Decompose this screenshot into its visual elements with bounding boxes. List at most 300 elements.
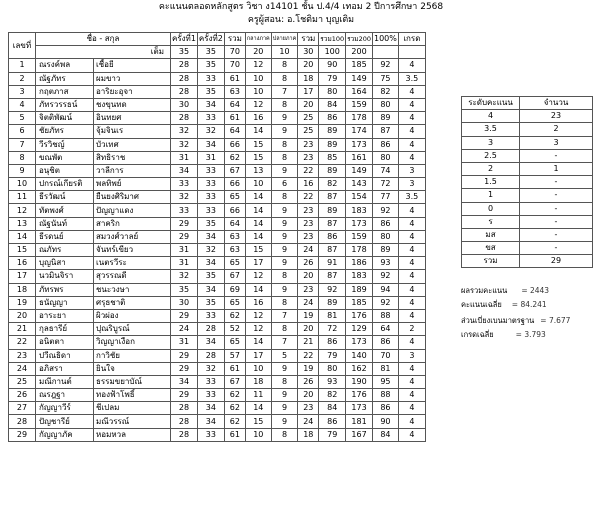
cell-s2: 23 — [298, 402, 319, 415]
cell-s2: 22 — [298, 164, 319, 177]
max-sum100: 100 — [319, 46, 346, 59]
cell-s200: 183 — [346, 270, 373, 283]
grade-summary-table — [461, 96, 593, 268]
cell-s1: 61 — [224, 362, 245, 375]
cell-s2: 22 — [298, 349, 319, 362]
stat-sum-label: ผลรวมคะแนน — [461, 286, 508, 295]
cell-s1: 62 — [224, 309, 245, 322]
cell-mid: 11 — [245, 389, 271, 402]
table-header-row — [9, 33, 426, 46]
grade-count: - — [520, 228, 593, 241]
cell-first: จิตติพัฒน์ — [36, 112, 94, 125]
cell-mid: 10 — [245, 428, 271, 441]
cell-grade: 4 — [398, 204, 425, 217]
stat-sd — [461, 316, 570, 325]
teacher-name: ครูผู้สอน: อ.โชติมา บุญเติม — [247, 15, 355, 25]
stat-sum — [461, 286, 549, 295]
grade-level: 3.5 — [462, 123, 520, 136]
cell-fin: 9 — [271, 125, 298, 138]
cell-fin: 9 — [271, 230, 298, 243]
cell-last: หอมหวล — [94, 428, 171, 441]
cell-mid: 16 — [245, 296, 271, 309]
cell-mid: 14 — [245, 204, 271, 217]
cell-s2: 23 — [298, 204, 319, 217]
table-row — [9, 257, 426, 270]
cell-c2: 34 — [197, 283, 224, 296]
header-sum1: รวม — [224, 33, 245, 46]
cell-no: 11 — [9, 191, 36, 204]
grade-level: 3 — [462, 136, 520, 149]
cell-c2: 34 — [197, 402, 224, 415]
grade-level: ร — [462, 215, 520, 228]
cell-s100: 80 — [319, 362, 346, 375]
cell-s1: 66 — [224, 178, 245, 191]
grade-level: 0 — [462, 202, 520, 215]
cell-c1: 32 — [171, 125, 198, 138]
cell-s2: 18 — [298, 72, 319, 85]
grade-total-value: 29 — [520, 255, 593, 268]
max-pct — [372, 46, 398, 59]
cell-c2: 33 — [197, 72, 224, 85]
cell-grade: 4 — [398, 125, 425, 138]
max-grade — [398, 46, 425, 59]
cell-s1: 52 — [224, 323, 245, 336]
cell-c1: 29 — [171, 362, 198, 375]
cell-grade: 4 — [398, 336, 425, 349]
cell-s2: 23 — [298, 151, 319, 164]
cell-c1: 35 — [171, 283, 198, 296]
cell-c2: 28 — [197, 323, 224, 336]
cell-s200: 149 — [346, 164, 373, 177]
table-row — [9, 98, 426, 111]
cell-c1: 33 — [171, 204, 198, 217]
grade-summary-row — [462, 162, 593, 175]
cell-c1: 28 — [171, 428, 198, 441]
cell-c1: 31 — [171, 244, 198, 257]
cell-c2: 33 — [197, 428, 224, 441]
cell-c2: 33 — [197, 204, 224, 217]
cell-pct: 90 — [372, 415, 398, 428]
cell-pct: 94 — [372, 283, 398, 296]
header-name — [36, 33, 171, 46]
cell-last: ศรุธชาติ — [94, 296, 171, 309]
cell-no: 25 — [9, 375, 36, 388]
cell-s100: 79 — [319, 349, 346, 362]
cell-c2: 35 — [197, 270, 224, 283]
table-row — [9, 151, 426, 164]
cell-s1: 64 — [224, 125, 245, 138]
cell-fin: 7 — [271, 336, 298, 349]
cell-no: 19 — [9, 296, 36, 309]
cell-c1: 28 — [171, 402, 198, 415]
cell-s100: 84 — [319, 402, 346, 415]
cell-s1: 67 — [224, 270, 245, 283]
cell-mid: 12 — [245, 59, 271, 72]
cell-mid: 12 — [245, 98, 271, 111]
cell-c1: 31 — [171, 151, 198, 164]
cell-s1: 65 — [224, 296, 245, 309]
cell-fin: 9 — [271, 164, 298, 177]
cell-last: อาริยะอุจา — [94, 85, 171, 98]
cell-c2: 32 — [197, 362, 224, 375]
max-mid: 20 — [245, 46, 271, 59]
cell-no: 21 — [9, 323, 36, 336]
cell-fin: 8 — [271, 323, 298, 336]
grade-level: 2.5 — [462, 149, 520, 162]
cell-no: 29 — [9, 428, 36, 441]
table-row — [9, 85, 426, 98]
cell-no: 27 — [9, 402, 36, 415]
cell-no: 4 — [9, 98, 36, 111]
cell-pct: 81 — [372, 362, 398, 375]
cell-fin: 8 — [271, 428, 298, 441]
cell-grade: 4 — [398, 309, 425, 322]
cell-s2: 19 — [298, 362, 319, 375]
cell-s100: 84 — [319, 98, 346, 111]
cell-s2: 20 — [298, 270, 319, 283]
stat-avg-label: คะแนนเฉลี่ย — [461, 300, 502, 309]
cell-s100: 87 — [319, 244, 346, 257]
grade-summary-row — [462, 228, 593, 241]
cell-s2: 20 — [298, 59, 319, 72]
grade-summary-row — [462, 242, 593, 255]
cell-last: ยืนยงศิริมาศ — [94, 191, 171, 204]
cell-mid: 14 — [245, 230, 271, 243]
cell-s200: 159 — [346, 98, 373, 111]
cell-last: สุวรรณดี — [94, 270, 171, 283]
cell-pct: 89 — [372, 244, 398, 257]
grade-level: ขส — [462, 242, 520, 255]
cell-fin: 9 — [271, 204, 298, 217]
table-row — [9, 415, 426, 428]
cell-s1: 65 — [224, 336, 245, 349]
cell-fin: 8 — [271, 151, 298, 164]
grade-summary-total-row — [462, 255, 593, 268]
cell-first: ณภัทร — [36, 244, 94, 257]
cell-fin: 8 — [271, 59, 298, 72]
cell-c2: 34 — [197, 257, 224, 270]
cell-last: เชื้อยี — [94, 59, 171, 72]
cell-s2: 23 — [298, 283, 319, 296]
cell-s1: 62 — [224, 415, 245, 428]
cell-last: อินทยศ — [94, 112, 171, 125]
cell-c1: 30 — [171, 296, 198, 309]
cell-no: 12 — [9, 204, 36, 217]
cell-mid: 14 — [245, 191, 271, 204]
cell-first: วีรวิชญ์ — [36, 138, 94, 151]
cell-c2: 34 — [197, 98, 224, 111]
cell-grade: 4 — [398, 270, 425, 283]
cell-s2: 18 — [298, 428, 319, 441]
cell-no: 1 — [9, 59, 36, 72]
cell-grade: 4 — [398, 217, 425, 230]
cell-pct: 86 — [372, 138, 398, 151]
cell-first: อาระยา — [36, 309, 94, 322]
table-row — [9, 375, 426, 388]
cell-pct: 88 — [372, 389, 398, 402]
cell-c1: 24 — [171, 323, 198, 336]
cell-c2: 32 — [197, 244, 224, 257]
cell-last: จุ้มจินเร — [94, 125, 171, 138]
grade-summary-row — [462, 176, 593, 189]
cell-s2: 23 — [298, 138, 319, 151]
cell-pct: 64 — [372, 323, 398, 336]
cell-s100: 86 — [319, 336, 346, 349]
cell-s1: 64 — [224, 217, 245, 230]
cell-pct: 92 — [372, 296, 398, 309]
cell-s100: 86 — [319, 230, 346, 243]
cell-s200: 161 — [346, 151, 373, 164]
cell-c1: 29 — [171, 309, 198, 322]
cell-grade: 4 — [398, 375, 425, 388]
grade-count: - — [520, 202, 593, 215]
cell-mid: 17 — [245, 257, 271, 270]
table-row — [9, 283, 426, 296]
cell-s200: 176 — [346, 389, 373, 402]
grade-level-header: ระดับคะแนน — [462, 97, 520, 110]
cell-s1: 61 — [224, 72, 245, 85]
table-row — [9, 270, 426, 283]
cell-c1: 30 — [171, 98, 198, 111]
cell-first: อนุชิต — [36, 164, 94, 177]
cell-s1: 66 — [224, 138, 245, 151]
cell-first: กัญญาภัค — [36, 428, 94, 441]
cell-s100: 87 — [319, 191, 346, 204]
cell-s100: 82 — [319, 178, 346, 191]
cell-no: 20 — [9, 309, 36, 322]
cell-c1: 31 — [171, 257, 198, 270]
cell-c2: 33 — [197, 178, 224, 191]
grade-summary-row — [462, 189, 593, 202]
header-sum100: รวม100 — [319, 33, 346, 46]
grade-level: มส — [462, 228, 520, 241]
cell-fin: 9 — [271, 244, 298, 257]
table-row — [9, 336, 426, 349]
cell-pct: 86 — [372, 217, 398, 230]
cell-s200: 173 — [346, 336, 373, 349]
cell-first: ธีรวัฒน์ — [36, 191, 94, 204]
cell-s200: 154 — [346, 191, 373, 204]
cell-fin: 8 — [271, 98, 298, 111]
cell-s100: 87 — [319, 270, 346, 283]
cell-mid: 12 — [245, 323, 271, 336]
grade-count: 2 — [520, 123, 593, 136]
cell-last: ชีเปลม — [94, 402, 171, 415]
table-row — [9, 244, 426, 257]
cell-grade: 2 — [398, 323, 425, 336]
cell-pct: 74 — [372, 164, 398, 177]
cell-c2: 33 — [197, 375, 224, 388]
cell-s100: 91 — [319, 257, 346, 270]
cell-first: ณรฎฐา — [36, 389, 94, 402]
cell-s200: 190 — [346, 375, 373, 388]
cell-no: 6 — [9, 125, 36, 138]
cell-s2: 19 — [298, 309, 319, 322]
cell-s200: 174 — [346, 125, 373, 138]
grade-count: - — [520, 242, 593, 255]
cell-c1: 28 — [171, 72, 198, 85]
cell-no: 17 — [9, 270, 36, 283]
cell-first: ณัฐนันท์ — [36, 217, 94, 230]
cell-s1: 70 — [224, 59, 245, 72]
cell-mid: 15 — [245, 151, 271, 164]
cell-grade: 4 — [398, 415, 425, 428]
cell-last: วิญญาเงือก — [94, 336, 171, 349]
table-row — [9, 362, 426, 375]
cell-pct: 80 — [372, 98, 398, 111]
cell-last: ผิวผ่อง — [94, 309, 171, 322]
cell-s100: 79 — [319, 72, 346, 85]
cell-last: ชนะวงษา — [94, 283, 171, 296]
grade-level: 1 — [462, 189, 520, 202]
table-row — [9, 191, 426, 204]
grade-level: 1.5 — [462, 176, 520, 189]
cell-s100: 89 — [319, 164, 346, 177]
cell-pct: 93 — [372, 257, 398, 270]
cell-grade: 3 — [398, 164, 425, 177]
cell-pct: 92 — [372, 270, 398, 283]
cell-s200: 173 — [346, 138, 373, 151]
max-c1: 35 — [171, 46, 198, 59]
cell-pct: 75 — [372, 72, 398, 85]
cell-c1: 28 — [171, 415, 198, 428]
grade-count: 1 — [520, 162, 593, 175]
header-pct: 100% — [372, 33, 398, 46]
cell-pct: 88 — [372, 309, 398, 322]
cell-no: 10 — [9, 178, 36, 191]
cell-s2: 21 — [298, 336, 319, 349]
cell-s200: 143 — [346, 178, 373, 191]
grade-count: - — [520, 176, 593, 189]
stat-sd-label: ส่วนเบี่ยงเบนมาตรฐาน — [461, 316, 535, 325]
cell-mid: 14 — [245, 402, 271, 415]
cell-c2: 33 — [197, 112, 224, 125]
cell-c1: 28 — [171, 59, 198, 72]
cell-c2: 34 — [197, 138, 224, 151]
cell-s1: 64 — [224, 98, 245, 111]
cell-first: ภัทรวรรธน์ — [36, 98, 94, 111]
cell-s100: 80 — [319, 85, 346, 98]
grade-count: 3 — [520, 136, 593, 149]
max-sum1: 70 — [224, 46, 245, 59]
cell-pct: 84 — [372, 428, 398, 441]
cell-fin: 9 — [271, 415, 298, 428]
cell-c2: 33 — [197, 164, 224, 177]
grade-summary-row — [462, 215, 593, 228]
cell-s200: 183 — [346, 204, 373, 217]
cell-c1: 32 — [171, 138, 198, 151]
cell-mid: 15 — [245, 244, 271, 257]
cell-s1: 62 — [224, 151, 245, 164]
cell-s1: 62 — [224, 402, 245, 415]
cell-fin: 6 — [271, 178, 298, 191]
cell-pct: 89 — [372, 112, 398, 125]
cell-grade: 4 — [398, 112, 425, 125]
cell-s100: 89 — [319, 138, 346, 151]
cell-s100: 89 — [319, 204, 346, 217]
cell-first: กุลธารีย์ — [36, 323, 94, 336]
cell-no: 13 — [9, 217, 36, 230]
cell-s2: 25 — [298, 112, 319, 125]
cell-c1: 29 — [171, 217, 198, 230]
max-fin: 10 — [271, 46, 298, 59]
cell-last: สมวงศ์วาลย์ — [94, 230, 171, 243]
cell-last: ยินใจ — [94, 362, 171, 375]
cell-s1: 67 — [224, 164, 245, 177]
table-row — [9, 402, 426, 415]
table-max-row — [9, 46, 426, 59]
cell-c2: 34 — [197, 230, 224, 243]
cell-last: ปุณริบูรณ์ — [94, 323, 171, 336]
grade-summary-row — [462, 123, 593, 136]
cell-fin: 8 — [271, 296, 298, 309]
cell-pct: 87 — [372, 125, 398, 138]
table-row — [9, 204, 426, 217]
cell-no: 15 — [9, 244, 36, 257]
cell-c1: 34 — [171, 164, 198, 177]
table-row — [9, 112, 426, 125]
cell-s2: 23 — [298, 217, 319, 230]
cell-mid: 16 — [245, 112, 271, 125]
cell-last: จันทร์เขียว — [94, 244, 171, 257]
cell-grade: 4 — [398, 296, 425, 309]
cell-no: 24 — [9, 362, 36, 375]
cell-c2: 33 — [197, 309, 224, 322]
cell-no: 16 — [9, 257, 36, 270]
cell-grade: 4 — [398, 59, 425, 72]
cell-first: ณรงค์พล — [36, 59, 94, 72]
grade-summary-row — [462, 110, 593, 123]
cell-c2: 35 — [197, 296, 224, 309]
cell-first: กัญญาวีร์ — [36, 402, 94, 415]
cell-mid: 10 — [245, 362, 271, 375]
cell-last: สาคริก — [94, 217, 171, 230]
cell-c1: 31 — [171, 336, 198, 349]
cell-pct: 77 — [372, 191, 398, 204]
table-row — [9, 230, 426, 243]
stat-sd-value: = 7.677 — [540, 316, 571, 325]
cell-no: 23 — [9, 349, 36, 362]
header-name-label: ชื่อ - สกุล — [86, 34, 120, 43]
cell-mid: 14 — [245, 336, 271, 349]
table-row — [9, 428, 426, 441]
cell-s1: 61 — [224, 428, 245, 441]
cell-first: บุญนิสา — [36, 257, 94, 270]
cell-s200: 167 — [346, 428, 373, 441]
cell-grade: 4 — [398, 428, 425, 441]
header-sum200: รวม200 — [346, 33, 373, 46]
cell-no: 22 — [9, 336, 36, 349]
cell-c2: 28 — [197, 349, 224, 362]
table-row — [9, 164, 426, 177]
cell-fin: 8 — [271, 375, 298, 388]
cell-s1: 65 — [224, 191, 245, 204]
cell-last: ธรรมขยาบัณ์ — [94, 375, 171, 388]
cell-c2: 31 — [197, 151, 224, 164]
cell-grade: 3 — [398, 178, 425, 191]
header-c2: ครั้งที่2 — [197, 33, 224, 46]
header-mid: กลางภาค — [245, 33, 271, 46]
table-row — [9, 323, 426, 336]
cell-s2: 26 — [298, 375, 319, 388]
cell-fin: 7 — [271, 309, 298, 322]
cell-no: 2 — [9, 72, 36, 85]
cell-c2: 34 — [197, 415, 224, 428]
cell-no: 9 — [9, 164, 36, 177]
cell-fin: 8 — [271, 270, 298, 283]
stat-gpa-label: เกรดเฉลี่ย — [461, 330, 494, 339]
cell-last: ผมขาว — [94, 72, 171, 85]
